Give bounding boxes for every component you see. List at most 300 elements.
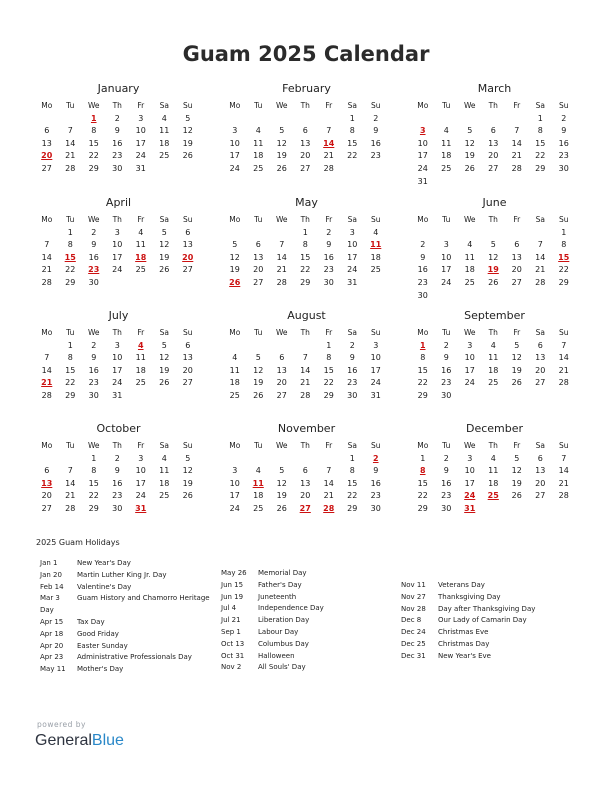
day-cell[interactable]: 8 <box>302 240 308 250</box>
day-cell[interactable]: 6 <box>490 126 496 136</box>
day-cell[interactable]: 29 <box>417 503 428 513</box>
day-cell[interactable]: 13 <box>300 138 311 148</box>
day-cell[interactable]: 22 <box>558 265 569 275</box>
day-cell[interactable]: 24 <box>112 378 123 388</box>
day-cell[interactable]: 30 <box>441 503 452 513</box>
day-cell[interactable]: 27 <box>253 277 264 287</box>
day-cell[interactable]: 23 <box>441 378 452 388</box>
day-cell[interactable]: 12 <box>159 353 170 363</box>
day-cell[interactable]: 27 <box>300 163 311 173</box>
day-cell[interactable]: 28 <box>41 277 52 287</box>
day-cell[interactable]: 11 <box>159 126 170 136</box>
day-cell[interactable]: 5 <box>514 340 520 350</box>
day-cell[interactable]: 27 <box>511 277 522 287</box>
day-cell[interactable]: 1 <box>67 227 73 237</box>
day-cell[interactable]: 19 <box>253 378 264 388</box>
day-cell[interactable]: 12 <box>276 478 287 488</box>
day-cell[interactable]: 27 <box>41 163 52 173</box>
day-cell[interactable]: 4 <box>138 227 144 237</box>
day-cell[interactable]: 1 <box>90 113 97 123</box>
day-cell[interactable]: 2 <box>420 240 426 250</box>
day-cell[interactable]: 21 <box>41 265 52 275</box>
day-cell[interactable]: 2 <box>114 453 120 463</box>
day-cell[interactable]: 6 <box>537 453 543 463</box>
day-cell[interactable]: 14 <box>323 138 335 148</box>
day-cell[interactable]: 7 <box>44 353 50 363</box>
day-cell[interactable]: 29 <box>88 163 99 173</box>
day-cell[interactable]: 17 <box>112 365 123 375</box>
day-cell[interactable]: 20 <box>41 491 52 501</box>
day-cell[interactable]: 28 <box>535 277 546 287</box>
day-cell[interactable]: 24 <box>112 265 123 275</box>
day-cell[interactable]: 6 <box>255 240 261 250</box>
day-cell[interactable]: 6 <box>302 126 308 136</box>
day-cell[interactable]: 29 <box>417 390 428 400</box>
day-cell[interactable]: 4 <box>443 126 449 136</box>
day-cell[interactable]: 23 <box>441 491 452 501</box>
day-cell[interactable]: 25 <box>487 491 499 501</box>
day-cell[interactable]: 13 <box>182 240 193 250</box>
day-cell[interactable]: 27 <box>535 491 546 501</box>
day-cell[interactable]: 30 <box>112 503 123 513</box>
day-cell[interactable]: 11 <box>370 240 382 250</box>
day-cell[interactable]: 18 <box>159 478 170 488</box>
day-cell[interactable]: 13 <box>253 252 264 262</box>
day-cell[interactable]: 10 <box>464 353 475 363</box>
day-cell[interactable]: 28 <box>65 163 76 173</box>
day-cell[interactable]: 8 <box>349 126 355 136</box>
day-cell[interactable]: 3 <box>138 113 144 123</box>
day-cell[interactable]: 19 <box>159 365 170 375</box>
day-cell[interactable]: 1 <box>537 113 543 123</box>
day-cell[interactable]: 11 <box>464 252 475 262</box>
day-cell[interactable]: 15 <box>323 365 334 375</box>
day-cell[interactable]: 16 <box>88 365 99 375</box>
day-cell[interactable]: 6 <box>185 340 191 350</box>
day-cell[interactable]: 1 <box>67 340 73 350</box>
day-cell[interactable]: 15 <box>558 252 570 262</box>
day-cell[interactable]: 8 <box>326 353 332 363</box>
day-cell[interactable]: 30 <box>323 277 334 287</box>
day-cell[interactable]: 6 <box>44 466 50 476</box>
day-cell[interactable]: 11 <box>488 466 499 476</box>
day-cell[interactable]: 29 <box>300 277 311 287</box>
day-cell[interactable]: 20 <box>511 265 522 275</box>
day-cell[interactable]: 4 <box>232 353 238 363</box>
day-cell[interactable]: 30 <box>370 503 381 513</box>
day-cell[interactable]: 8 <box>67 353 73 363</box>
day-cell[interactable]: 2 <box>326 227 332 237</box>
day-cell[interactable]: 18 <box>370 252 381 262</box>
day-cell[interactable]: 22 <box>347 491 358 501</box>
day-cell[interactable]: 10 <box>370 353 381 363</box>
day-cell[interactable]: 23 <box>347 378 358 388</box>
day-cell[interactable]: 21 <box>323 491 334 501</box>
day-cell[interactable]: 28 <box>276 277 287 287</box>
day-cell[interactable]: 1 <box>419 340 426 350</box>
day-cell[interactable]: 21 <box>65 491 76 501</box>
day-cell[interactable]: 1 <box>302 227 308 237</box>
day-cell[interactable]: 4 <box>467 240 473 250</box>
day-cell[interactable]: 26 <box>159 378 170 388</box>
day-cell[interactable]: 28 <box>323 163 334 173</box>
day-cell[interactable]: 12 <box>182 126 193 136</box>
day-cell[interactable]: 3 <box>114 340 120 350</box>
day-cell[interactable]: 9 <box>420 252 426 262</box>
day-cell[interactable]: 14 <box>511 138 522 148</box>
day-cell[interactable]: 4 <box>161 113 167 123</box>
day-cell[interactable]: 5 <box>279 126 285 136</box>
day-cell[interactable]: 20 <box>535 478 546 488</box>
day-cell[interactable]: 17 <box>441 265 452 275</box>
day-cell[interactable]: 12 <box>229 252 240 262</box>
day-cell[interactable]: 7 <box>67 126 73 136</box>
day-cell[interactable]: 29 <box>347 503 358 513</box>
day-cell[interactable]: 3 <box>419 126 426 136</box>
day-cell[interactable]: 30 <box>347 390 358 400</box>
day-cell[interactable]: 27 <box>299 503 311 513</box>
day-cell[interactable]: 11 <box>253 138 264 148</box>
day-cell[interactable]: 17 <box>112 252 123 262</box>
day-cell[interactable]: 7 <box>302 353 308 363</box>
day-cell[interactable]: 30 <box>88 390 99 400</box>
day-cell[interactable]: 27 <box>41 503 52 513</box>
day-cell[interactable]: 5 <box>490 240 496 250</box>
day-cell[interactable]: 28 <box>558 378 569 388</box>
day-cell[interactable]: 9 <box>349 353 355 363</box>
day-cell[interactable]: 31 <box>464 503 476 513</box>
day-cell[interactable]: 25 <box>253 163 264 173</box>
day-cell[interactable]: 23 <box>112 151 123 161</box>
day-cell[interactable]: 22 <box>65 265 76 275</box>
day-cell[interactable]: 11 <box>229 365 240 375</box>
day-cell[interactable]: 29 <box>88 503 99 513</box>
day-cell[interactable]: 19 <box>182 138 193 148</box>
day-cell[interactable]: 22 <box>88 491 99 501</box>
day-cell[interactable]: 25 <box>370 265 381 275</box>
day-cell[interactable]: 26 <box>182 151 193 161</box>
day-cell[interactable]: 10 <box>464 466 475 476</box>
day-cell[interactable]: 20 <box>535 365 546 375</box>
day-cell[interactable]: 1 <box>561 227 567 237</box>
day-cell[interactable]: 13 <box>535 466 546 476</box>
day-cell[interactable]: 5 <box>185 453 191 463</box>
day-cell[interactable]: 17 <box>135 478 146 488</box>
day-cell[interactable]: 25 <box>464 277 475 287</box>
day-cell[interactable]: 30 <box>558 163 569 173</box>
day-cell[interactable]: 15 <box>347 478 358 488</box>
day-cell[interactable]: 24 <box>417 163 428 173</box>
day-cell[interactable]: 15 <box>88 478 99 488</box>
day-cell[interactable]: 8 <box>67 240 73 250</box>
day-cell[interactable]: 11 <box>135 240 146 250</box>
day-cell[interactable]: 5 <box>161 340 167 350</box>
day-cell[interactable]: 17 <box>229 491 240 501</box>
day-cell[interactable]: 1 <box>326 340 332 350</box>
day-cell[interactable]: 19 <box>511 478 522 488</box>
day-cell[interactable]: 18 <box>135 365 146 375</box>
day-cell[interactable]: 25 <box>135 378 146 388</box>
day-cell[interactable]: 12 <box>511 466 522 476</box>
day-cell[interactable]: 10 <box>112 240 123 250</box>
day-cell[interactable]: 26 <box>488 277 499 287</box>
day-cell[interactable]: 18 <box>229 378 240 388</box>
day-cell[interactable]: 3 <box>349 227 355 237</box>
day-cell[interactable]: 31 <box>370 390 381 400</box>
day-cell[interactable]: 2 <box>349 340 355 350</box>
day-cell[interactable]: 9 <box>114 126 120 136</box>
day-cell[interactable]: 29 <box>323 390 334 400</box>
day-cell[interactable]: 8 <box>561 240 567 250</box>
day-cell[interactable]: 21 <box>41 378 53 388</box>
day-cell[interactable]: 2 <box>443 340 449 350</box>
day-cell[interactable]: 7 <box>561 453 567 463</box>
day-cell[interactable]: 29 <box>535 163 546 173</box>
day-cell[interactable]: 13 <box>488 138 499 148</box>
day-cell[interactable]: 15 <box>64 252 76 262</box>
day-cell[interactable]: 18 <box>464 265 475 275</box>
day-cell[interactable]: 5 <box>161 227 167 237</box>
day-cell[interactable]: 11 <box>135 353 146 363</box>
day-cell[interactable]: 23 <box>112 491 123 501</box>
day-cell[interactable]: 9 <box>91 353 97 363</box>
day-cell[interactable]: 7 <box>67 466 73 476</box>
day-cell[interactable]: 14 <box>41 252 52 262</box>
day-cell[interactable]: 9 <box>443 466 449 476</box>
day-cell[interactable]: 22 <box>88 151 99 161</box>
day-cell[interactable]: 20 <box>300 151 311 161</box>
day-cell[interactable]: 9 <box>326 240 332 250</box>
day-cell[interactable]: 2 <box>91 227 97 237</box>
day-cell[interactable]: 6 <box>302 466 308 476</box>
day-cell[interactable]: 23 <box>558 151 569 161</box>
day-cell[interactable]: 27 <box>182 265 193 275</box>
day-cell[interactable]: 15 <box>535 138 546 148</box>
day-cell[interactable]: 13 <box>41 478 53 488</box>
day-cell[interactable]: 12 <box>159 240 170 250</box>
day-cell[interactable]: 14 <box>323 478 334 488</box>
day-cell[interactable]: 2 <box>443 453 449 463</box>
day-cell[interactable]: 30 <box>417 290 428 300</box>
day-cell[interactable]: 12 <box>511 353 522 363</box>
day-cell[interactable]: 13 <box>276 365 287 375</box>
day-cell[interactable]: 31 <box>135 163 146 173</box>
day-cell[interactable]: 22 <box>535 151 546 161</box>
day-cell[interactable]: 17 <box>229 151 240 161</box>
day-cell[interactable]: 16 <box>88 252 99 262</box>
day-cell[interactable]: 8 <box>419 466 426 476</box>
day-cell[interactable]: 14 <box>276 252 287 262</box>
day-cell[interactable]: 4 <box>490 453 496 463</box>
day-cell[interactable]: 17 <box>417 151 428 161</box>
day-cell[interactable]: 20 <box>253 265 264 275</box>
day-cell[interactable]: 16 <box>347 365 358 375</box>
day-cell[interactable]: 24 <box>135 491 146 501</box>
day-cell[interactable]: 18 <box>159 138 170 148</box>
day-cell[interactable]: 14 <box>300 365 311 375</box>
day-cell[interactable]: 22 <box>417 378 428 388</box>
day-cell[interactable]: 17 <box>464 478 475 488</box>
day-cell[interactable]: 30 <box>88 277 99 287</box>
day-cell[interactable]: 15 <box>300 252 311 262</box>
day-cell[interactable]: 10 <box>229 478 240 488</box>
day-cell[interactable]: 19 <box>159 252 170 262</box>
day-cell[interactable]: 31 <box>112 390 123 400</box>
day-cell[interactable]: 22 <box>300 265 311 275</box>
day-cell[interactable]: 27 <box>276 390 287 400</box>
day-cell[interactable]: 16 <box>323 252 334 262</box>
day-cell[interactable]: 16 <box>112 478 123 488</box>
day-cell[interactable]: 6 <box>279 353 285 363</box>
day-cell[interactable]: 24 <box>464 491 476 501</box>
day-cell[interactable]: 23 <box>370 491 381 501</box>
day-cell[interactable]: 28 <box>511 163 522 173</box>
day-cell[interactable]: 13 <box>511 252 522 262</box>
day-cell[interactable]: 30 <box>112 163 123 173</box>
day-cell[interactable]: 25 <box>159 491 170 501</box>
day-cell[interactable]: 3 <box>373 340 379 350</box>
day-cell[interactable]: 18 <box>441 151 452 161</box>
day-cell[interactable]: 7 <box>514 126 520 136</box>
day-cell[interactable]: 16 <box>558 138 569 148</box>
day-cell[interactable]: 9 <box>443 353 449 363</box>
day-cell[interactable]: 6 <box>537 340 543 350</box>
day-cell[interactable]: 4 <box>373 227 379 237</box>
day-cell[interactable]: 7 <box>279 240 285 250</box>
day-cell[interactable]: 24 <box>347 265 358 275</box>
day-cell[interactable]: 19 <box>276 491 287 501</box>
day-cell[interactable]: 13 <box>300 478 311 488</box>
day-cell[interactable]: 28 <box>323 503 335 513</box>
day-cell[interactable]: 26 <box>182 491 193 501</box>
day-cell[interactable]: 1 <box>420 453 426 463</box>
day-cell[interactable]: 9 <box>114 466 120 476</box>
day-cell[interactable]: 14 <box>41 365 52 375</box>
day-cell[interactable]: 8 <box>91 126 97 136</box>
day-cell[interactable]: 13 <box>41 138 52 148</box>
day-cell[interactable]: 25 <box>253 503 264 513</box>
day-cell[interactable]: 22 <box>323 378 334 388</box>
day-cell[interactable]: 2 <box>561 113 567 123</box>
day-cell[interactable]: 21 <box>511 151 522 161</box>
day-cell[interactable]: 21 <box>276 265 287 275</box>
day-cell[interactable]: 25 <box>488 378 499 388</box>
day-cell[interactable]: 29 <box>65 390 76 400</box>
generalblue-logo[interactable] <box>35 732 124 750</box>
day-cell[interactable]: 19 <box>182 478 193 488</box>
day-cell[interactable]: 20 <box>488 151 499 161</box>
day-cell[interactable]: 19 <box>464 151 475 161</box>
day-cell[interactable]: 3 <box>114 227 120 237</box>
day-cell[interactable]: 2 <box>373 113 379 123</box>
day-cell[interactable]: 28 <box>558 491 569 501</box>
day-cell[interactable]: 22 <box>417 491 428 501</box>
day-cell[interactable]: 7 <box>44 240 50 250</box>
day-cell[interactable]: 28 <box>300 390 311 400</box>
day-cell[interactable]: 28 <box>65 503 76 513</box>
day-cell[interactable]: 10 <box>135 126 146 136</box>
day-cell[interactable]: 3 <box>467 340 473 350</box>
day-cell[interactable]: 18 <box>253 491 264 501</box>
day-cell[interactable]: 4 <box>161 453 167 463</box>
day-cell[interactable]: 8 <box>91 466 97 476</box>
day-cell[interactable]: 4 <box>255 126 261 136</box>
day-cell[interactable]: 24 <box>229 503 240 513</box>
day-cell[interactable]: 2 <box>114 113 120 123</box>
day-cell[interactable]: 18 <box>135 252 147 262</box>
day-cell[interactable]: 5 <box>467 126 473 136</box>
day-cell[interactable]: 11 <box>488 353 499 363</box>
day-cell[interactable]: 31 <box>417 176 428 186</box>
day-cell[interactable]: 1 <box>91 453 97 463</box>
day-cell[interactable]: 4 <box>255 466 261 476</box>
day-cell[interactable]: 23 <box>417 277 428 287</box>
day-cell[interactable]: 7 <box>561 340 567 350</box>
day-cell[interactable]: 3 <box>443 240 449 250</box>
day-cell[interactable]: 21 <box>300 378 311 388</box>
day-cell[interactable]: 5 <box>185 113 191 123</box>
day-cell[interactable]: 8 <box>349 466 355 476</box>
day-cell[interactable]: 17 <box>370 365 381 375</box>
day-cell[interactable]: 10 <box>229 138 240 148</box>
day-cell[interactable]: 26 <box>511 491 522 501</box>
day-cell[interactable]: 9 <box>373 126 379 136</box>
day-cell[interactable]: 29 <box>65 277 76 287</box>
day-cell[interactable]: 12 <box>276 138 287 148</box>
day-cell[interactable]: 1 <box>349 113 355 123</box>
day-cell[interactable]: 24 <box>464 378 475 388</box>
day-cell[interactable]: 25 <box>135 265 146 275</box>
day-cell[interactable]: 20 <box>182 365 193 375</box>
day-cell[interactable]: 30 <box>441 390 452 400</box>
day-cell[interactable]: 15 <box>88 138 99 148</box>
day-cell[interactable]: 26 <box>511 378 522 388</box>
day-cell[interactable]: 18 <box>488 365 499 375</box>
day-cell[interactable]: 12 <box>182 466 193 476</box>
day-cell[interactable]: 2 <box>91 340 97 350</box>
day-cell[interactable]: 8 <box>420 353 426 363</box>
day-cell[interactable]: 11 <box>441 138 452 148</box>
day-cell[interactable]: 10 <box>112 353 123 363</box>
day-cell[interactable]: 17 <box>135 138 146 148</box>
day-cell[interactable]: 15 <box>417 365 428 375</box>
day-cell[interactable]: 23 <box>88 378 99 388</box>
day-cell[interactable]: 25 <box>441 163 452 173</box>
day-cell[interactable]: 15 <box>417 478 428 488</box>
day-cell[interactable]: 13 <box>182 353 193 363</box>
day-cell[interactable]: 14 <box>65 478 76 488</box>
day-cell[interactable]: 16 <box>417 265 428 275</box>
day-cell[interactable]: 24 <box>441 277 452 287</box>
day-cell[interactable]: 16 <box>441 365 452 375</box>
day-cell[interactable]: 4 <box>490 340 496 350</box>
day-cell[interactable]: 9 <box>561 126 567 136</box>
day-cell[interactable]: 31 <box>135 503 147 513</box>
day-cell[interactable]: 15 <box>65 365 76 375</box>
day-cell[interactable]: 26 <box>229 277 241 287</box>
day-cell[interactable]: 14 <box>535 252 546 262</box>
day-cell[interactable]: 17 <box>347 252 358 262</box>
day-cell[interactable]: 20 <box>41 151 53 161</box>
day-cell[interactable]: 12 <box>488 252 499 262</box>
day-cell[interactable]: 27 <box>535 378 546 388</box>
day-cell[interactable]: 13 <box>535 353 546 363</box>
day-cell[interactable]: 18 <box>253 151 264 161</box>
day-cell[interactable]: 14 <box>558 466 569 476</box>
day-cell[interactable]: 27 <box>488 163 499 173</box>
day-cell[interactable]: 6 <box>185 227 191 237</box>
day-cell[interactable]: 7 <box>537 240 543 250</box>
